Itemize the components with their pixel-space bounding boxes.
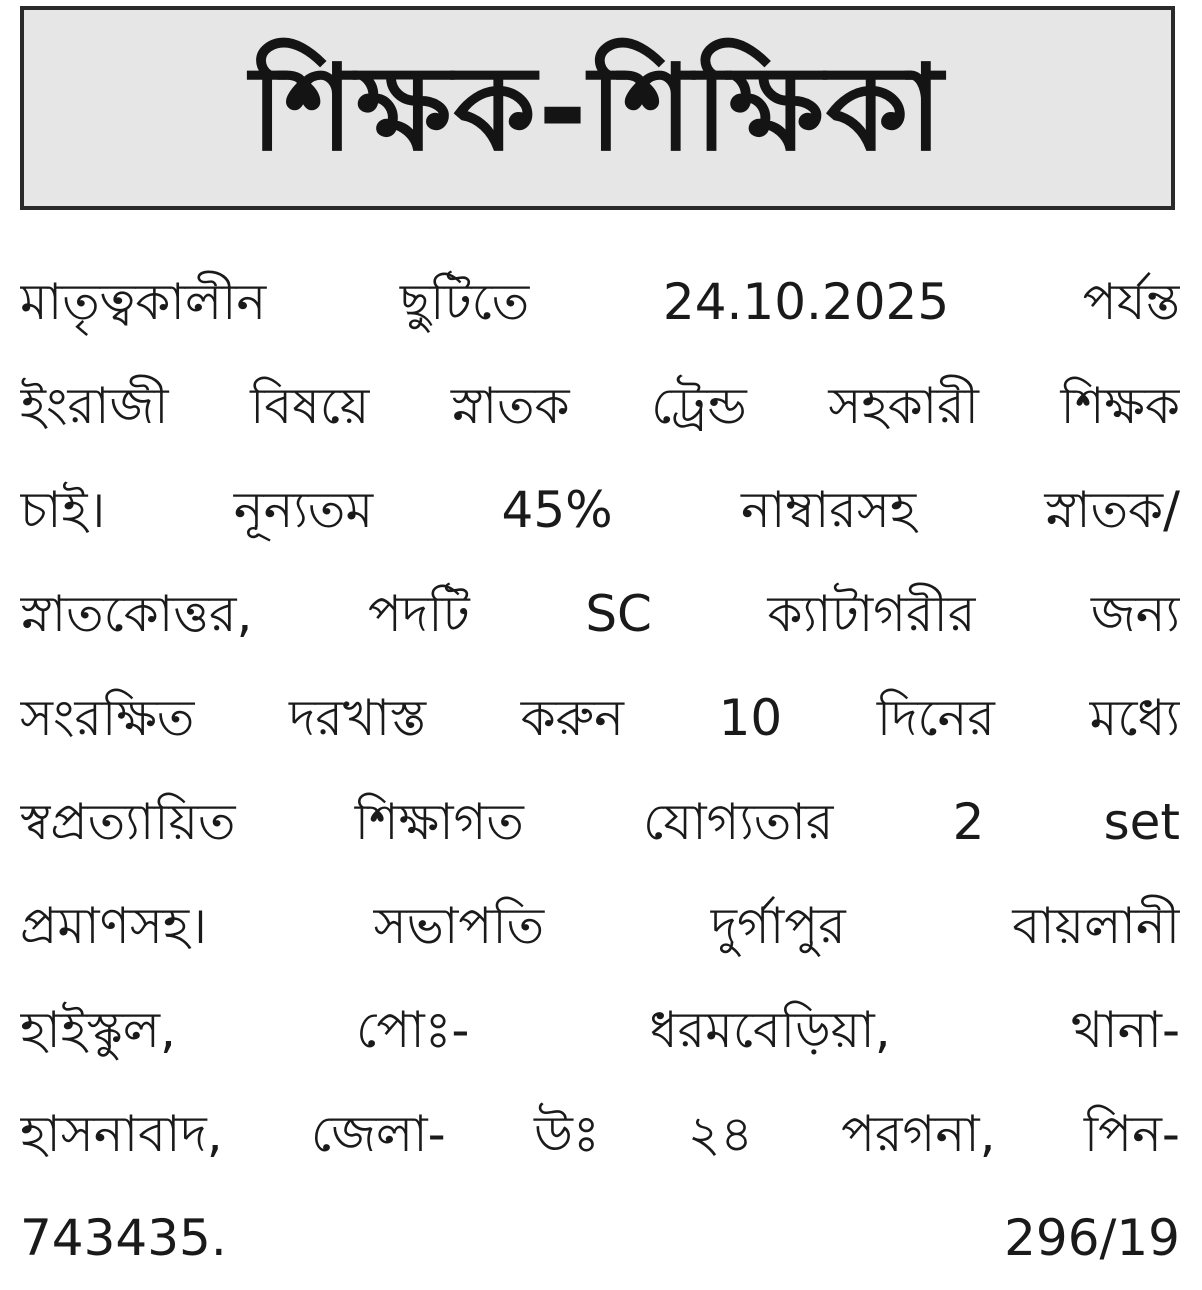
word: ছুটিতে xyxy=(399,273,530,331)
word: ইংরাজী xyxy=(20,377,169,435)
word: সহকারী xyxy=(828,377,979,435)
pin-code: 743435. xyxy=(20,1209,227,1267)
word: পর্যন্ত xyxy=(1082,273,1180,331)
word: ট্রেন্ড xyxy=(651,377,747,435)
text-line-9 xyxy=(20,1082,1180,1186)
word: উঃ xyxy=(534,1105,600,1163)
word: 45% xyxy=(501,481,613,539)
word: সংরক্ষিত xyxy=(20,689,195,747)
word: শিক্ষাগত xyxy=(354,793,524,851)
word: set xyxy=(1103,793,1180,851)
word: চাই। xyxy=(20,481,106,539)
word: 10 xyxy=(718,689,783,747)
word: ২৪ xyxy=(687,1105,753,1163)
word: দুর্গাপুর xyxy=(710,897,846,955)
word: স্নাতক xyxy=(450,377,570,435)
word: 24.10.2025 xyxy=(662,273,950,331)
word: দরখাস্ত xyxy=(289,689,427,747)
word: স্নাতকোত্তর, xyxy=(20,585,253,643)
word: স্বপ্রত্যায়িত xyxy=(20,793,236,851)
heading-title: শিক্ষক-শিক্ষিকা xyxy=(250,39,945,177)
word: ক্যাটাগরীর xyxy=(767,585,976,643)
word: প্রমাণসহ। xyxy=(20,897,207,955)
heading-box xyxy=(20,6,1175,210)
word: পোঃ- xyxy=(356,1001,470,1059)
word: বিষয়ে xyxy=(250,377,370,435)
word: পদটি xyxy=(367,585,470,643)
word: দিনের xyxy=(876,689,995,747)
word: হাইস্কুল, xyxy=(20,1001,176,1059)
word: মধ্যে xyxy=(1089,689,1180,747)
text-line-6 xyxy=(20,770,1180,874)
text-line-7 xyxy=(20,874,1180,978)
word: থানা- xyxy=(1070,1001,1180,1059)
word: জেলা- xyxy=(310,1105,446,1163)
word: 2 xyxy=(952,793,985,851)
word: বায়লানী xyxy=(1012,897,1180,955)
text-line-3 xyxy=(20,458,1180,562)
word: জন্য xyxy=(1090,585,1180,643)
word: SC xyxy=(585,585,652,643)
word: মাতৃত্বকালীন xyxy=(20,273,267,331)
word: করুন xyxy=(520,689,624,747)
word: নাম্বারসহ xyxy=(741,481,917,539)
ad-body xyxy=(20,250,1180,1290)
text-line-5 xyxy=(20,666,1180,770)
word: স্নাতক/ xyxy=(1044,481,1180,539)
ad-reference-code: 296/19 xyxy=(1004,1209,1180,1267)
text-line-8 xyxy=(20,978,1180,1082)
word: ধরমবেড়িয়া, xyxy=(649,1001,891,1059)
text-line-10 xyxy=(20,1186,1180,1290)
word: যোগ্যতার xyxy=(643,793,834,851)
word: পরগনা, xyxy=(841,1105,996,1163)
word: সভাপতি xyxy=(373,897,545,955)
text-line-2 xyxy=(20,354,1180,458)
word: নূন্যতম xyxy=(233,481,374,539)
word: শিক্ষক xyxy=(1060,377,1180,435)
text-line-1 xyxy=(20,250,1180,354)
word: হাসনাবাদ, xyxy=(20,1105,223,1163)
text-line-4 xyxy=(20,562,1180,666)
word: পিন- xyxy=(1083,1105,1180,1163)
